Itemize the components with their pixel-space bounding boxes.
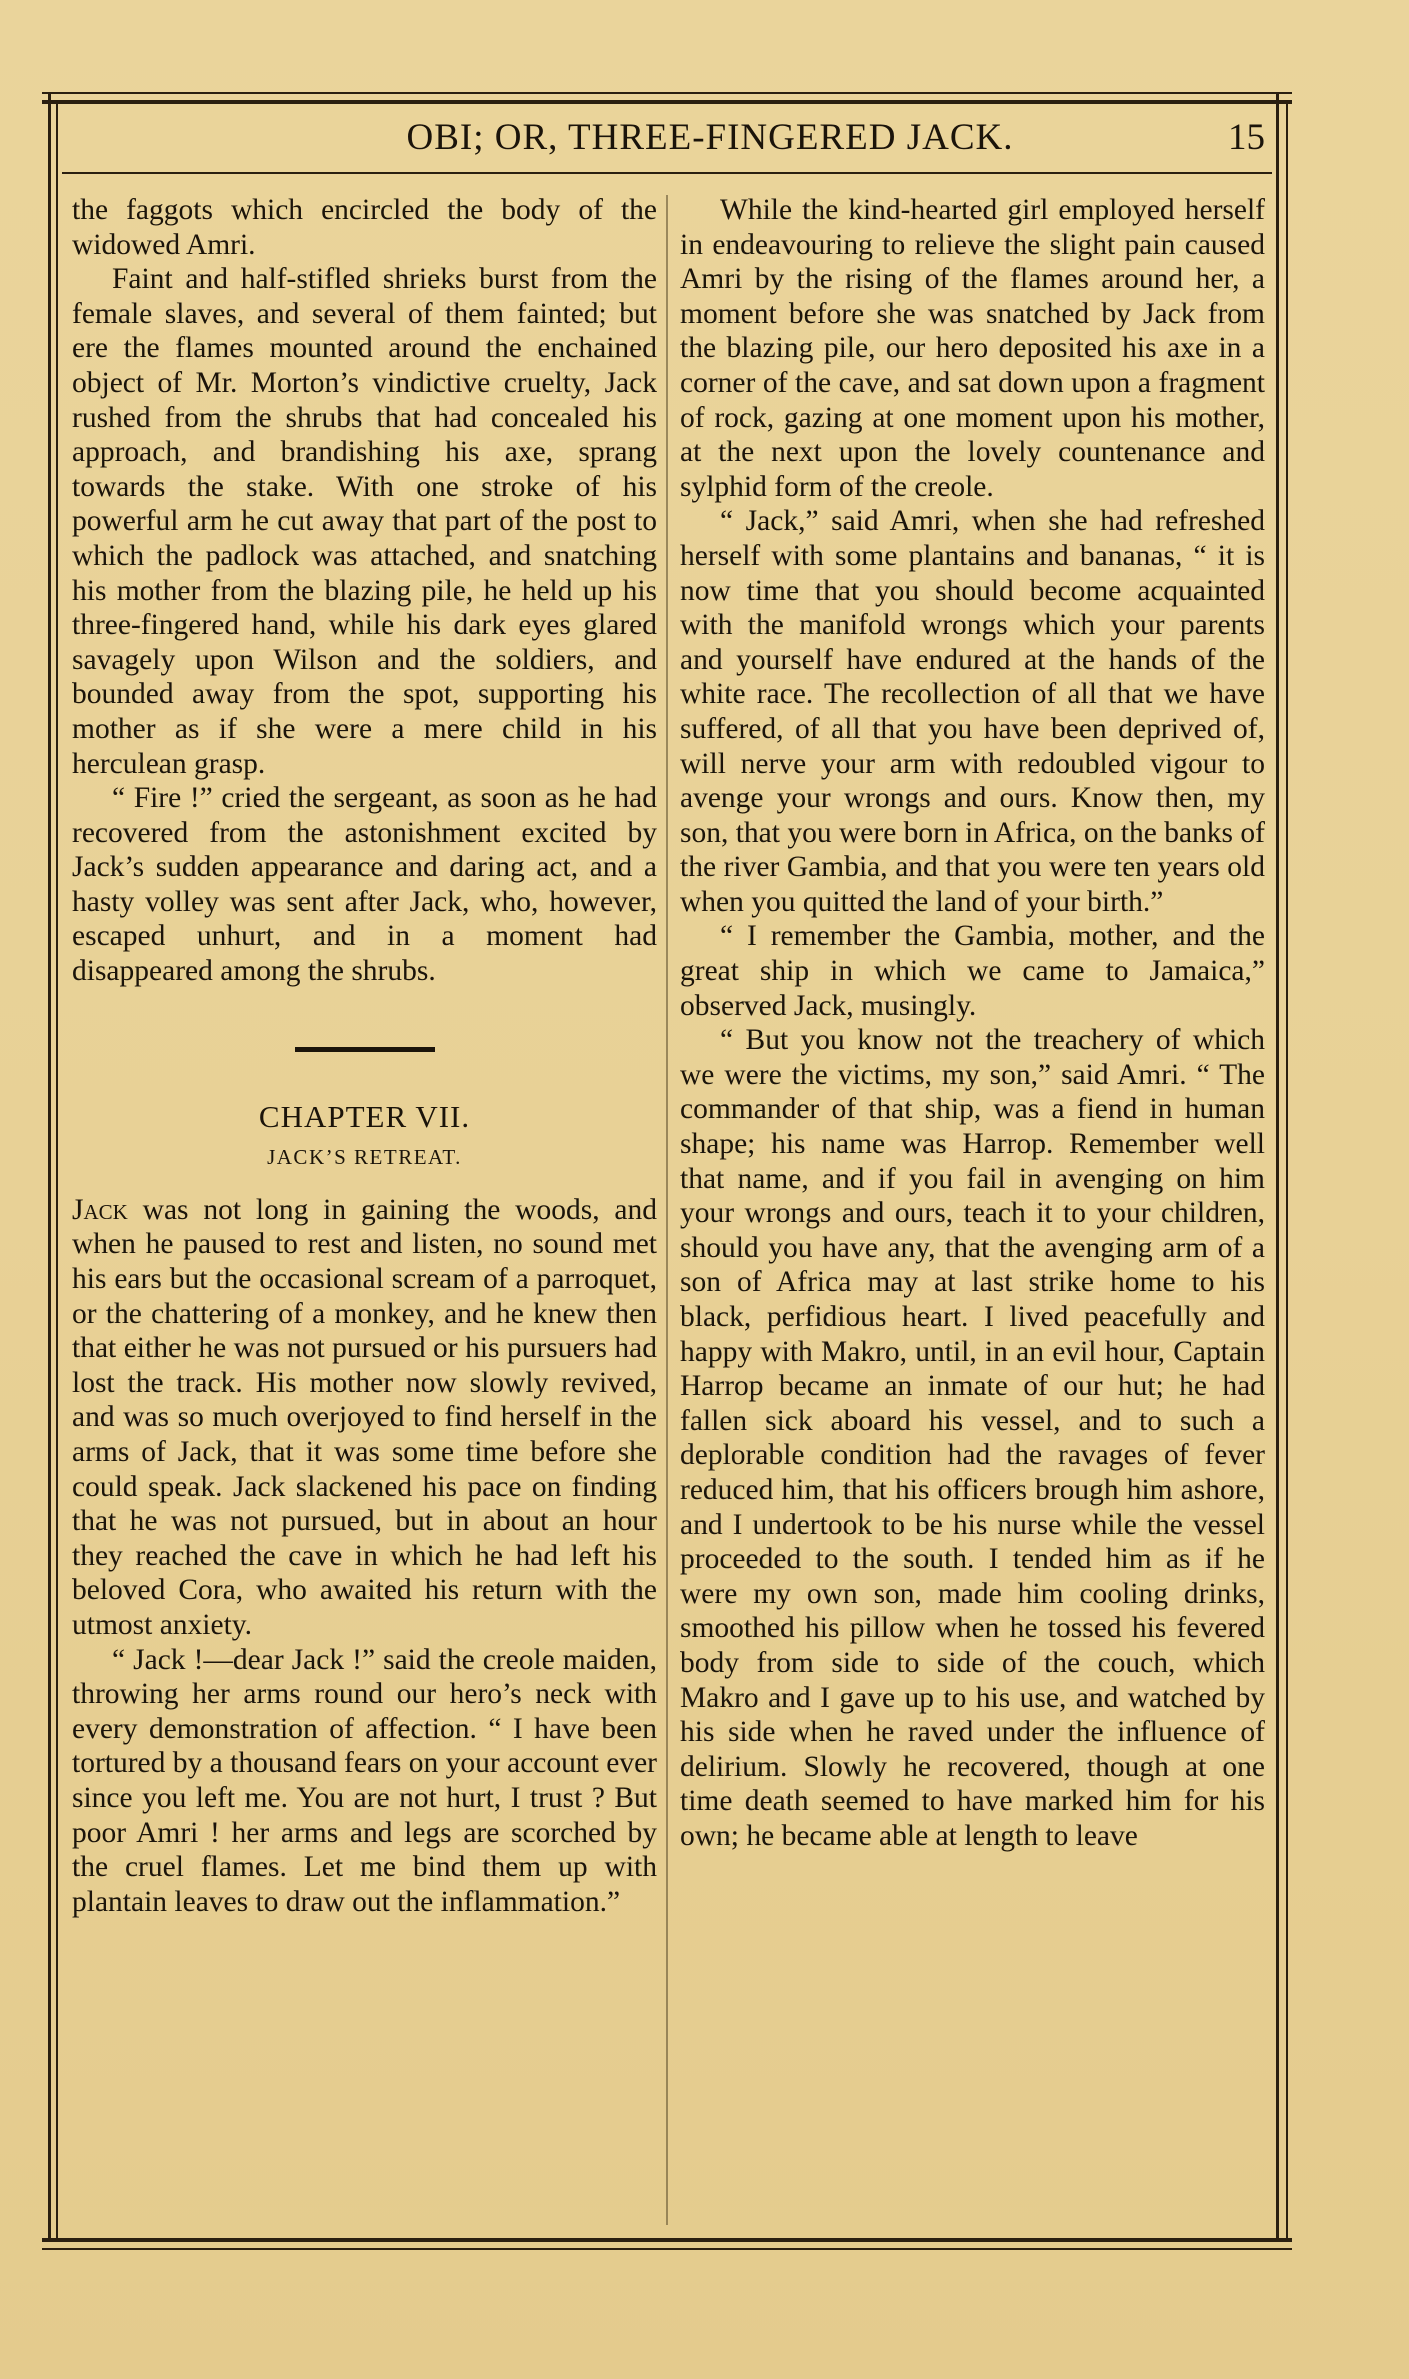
frame-line	[42, 2248, 1292, 2250]
chapter-rule	[295, 1047, 435, 1052]
left-column	[72, 193, 657, 1919]
right-column	[680, 193, 1265, 1854]
paragraph: “ Fire !” cried the sergeant, as soon as he had recovered from the astonishment excited by Jack’s sudden appearance and daring act, and a hasty volley was sent after Jack, who, however, escaped unhurt, and in a moment had disappeared among the shrubs.	[72, 782, 657, 988]
chapter-opening-paragraph	[72, 1193, 657, 1643]
column-divider	[666, 195, 668, 2225]
frame-line	[42, 92, 1292, 94]
frame-line	[42, 2238, 1292, 2242]
running-title: OBI; OR, THREE-FINGERED JACK.	[406, 117, 1014, 158]
paragraph: “ Jack !—dear Jack !” said the creole maiden, throwing her arms round our hero’s neck with every demonstration of affection. “ I have been tortured by a thousand fears on your account ever since you left me. You are not hurt, I trust ? But poor Amri ! her arms and legs are scorched by the cruel flames. Let me bind them up with plantain leaves to draw out the inflammation.”	[72, 1643, 657, 1918]
paragraph: “ I remember the Gambia, mother, and the great ship in which we came to Jamaica,” observed Jack, musingly.	[680, 920, 1265, 1022]
frame-line	[42, 100, 1292, 104]
paragraph: “ But you know not the treachery of which we were the victims, my son,” said Amri. “ The commander of that ship, was a fiend in human shape; his name was Harrop. Remember well that name, and if you fail in avenging on him your wrongs and ours, teach it to your children, should you have any, that the avenging arm of a son of Africa may at last strike home to his black, perfidious heart. I lived peacefully and happy with Makro, until, in an evil hour, Captain Harrop became an inmate of our hut; he had fallen sick aboard his vessel, and to such a deplorable condition had the ravages of fever reduced him, that his officers brough him ashore, and I undertook to be his nurse while the vessel proceeded to the south. I tended him as if he were my own son, made him cooling drinks, smoothed his pillow when he tossed his fevered body from side to side of the couch, which Makro and I gave up to his use, and watched by his side when he raved under the influence of delirium. Slowly he recovered, though at one time death seemed to have marked him for his own; he became able at length to leave	[680, 1024, 1265, 1852]
header-rule	[62, 172, 1272, 174]
paragraph: Faint and half-stifled shrieks burst from the female slaves, and several of them fainted; but ere the flames mounted around the enchained object of Mr. Morton’s vindictive cruelty, Jack rushed from the shrubs that had concealed his approach, and brandishing his axe, sprang towards the stake. With one stroke of his powerful arm he cut away that part of the post to which the padlock was attached, and snatching his mother from the blazing pile, he held up his three-fingered hand, while his dark eyes glared savagely upon Wilson and the soldiers, and bounded away from the spot, supporting his mother as if she were a mere child in his herculean grasp.	[72, 263, 657, 780]
paragraph: While the kind-hearted girl employed herself in endeavouring to relieve the slight pain caused Amri by the rising of the flames around her, a moment before she was snatched by Jack from the blazing pile, our hero deposited his axe in a corner of the cave, and sat down upon a fragment of rock, gazing at one moment upon his mother, at the next upon the lovely countenance and sylphid form of the creole.	[680, 194, 1265, 503]
chapter-title: CHAPTER VII.	[258, 1098, 471, 1134]
chapter-opening-text: was not long in gaining the woods, and when he paused to rest and listen, no sound met his ears but the occasional scream of a parroquet, or the chattering of a monkey, and he knew then that either he was not pursued or his pursuers had lost the track. His mother now slowly revived, and was so much overjoyed to find herself in the arms of Jack, that it was some time before she could speak. Jack slackened his pace on finding that he was not pursued, but in about an hour they reached the cave in which he had left his beloved Cora, who awaited his return with the utmost anxiety.	[72, 1193, 657, 1641]
paragraph: “ Jack,” said Amri, when she had refreshed herself with some plantains and bananas, “ it is now time that you should become acquainted with the manifold wrongs which your parents and yourself have endured at the hands of the white race. The recollection of all that we have suffered, of all that you have been deprived of, will nerve your arm with redoubled vigour to avenge your wrongs and ours. Know then, my son, that you were born in Africa, on the banks of the river Gambia, and that you were ten years old when you quitted the land of your birth.”	[680, 505, 1265, 918]
chapter-subtitle: JACK’S RETREAT.	[267, 1145, 462, 1170]
frame-line	[1276, 92, 1279, 2242]
chapter-first-word: Jack	[72, 1193, 128, 1226]
frame-line	[48, 92, 51, 2242]
frame-line	[56, 100, 58, 2240]
paragraph: the faggots which encircled the body of the widowed Amri.	[72, 194, 657, 261]
page-number: 15	[1228, 117, 1265, 158]
frame-line	[1286, 100, 1288, 2240]
